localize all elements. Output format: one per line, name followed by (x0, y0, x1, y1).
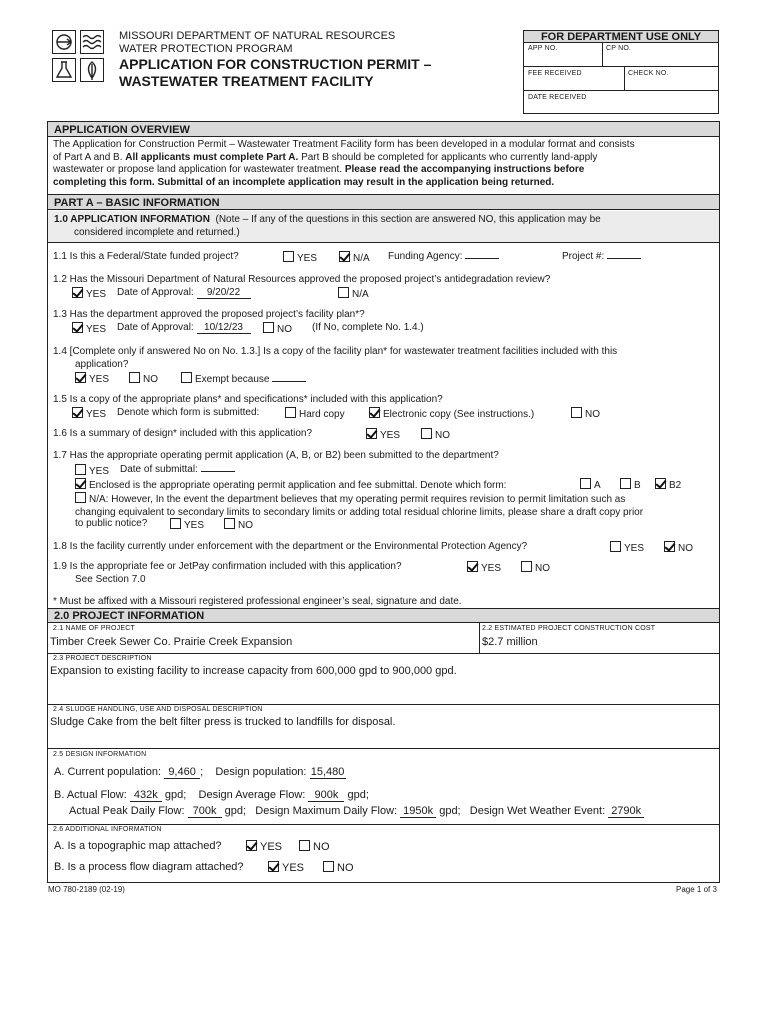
fee-received-label: FEE RECEIVED (528, 70, 582, 77)
check-no-label: CHECK NO. (628, 70, 669, 77)
q1-7-na-yes[interactable]: YES (170, 518, 204, 531)
q1-7-form-a[interactable]: A (580, 478, 601, 491)
agency-logo (52, 30, 104, 82)
q1-7-enclosed[interactable]: Enclosed is the appropriate operating permit application and fee submittal. Denote which form: (75, 478, 506, 491)
q1-4: 1.4 [Complete only if answered No on No. 1.3.] Is a copy of the facility plan* for wastewater treatment facilities included with this application? (53, 346, 618, 370)
q1-7-na-no[interactable]: NO (224, 518, 253, 531)
q1-5-electronic-copy[interactable]: Electronic copy (See instructions.) (369, 407, 534, 420)
agency-name: MISSOURI DEPARTMENT OF NATURAL RESOURCES (119, 30, 396, 42)
q1-9-see: See Section 7.0 (75, 574, 146, 585)
q1-1-na[interactable]: N/A (339, 251, 370, 264)
q1-9: 1.9 Is the appropriate fee or JetPay confirmation included with this application? (53, 561, 402, 572)
q1-2: 1.2 Has the Missouri Department of Natural Resources approved the proposed project’s antidegradation review? (53, 274, 551, 285)
q1-3-note: (If No, complete No. 1.4.) (312, 322, 424, 333)
q1-8: 1.8 Is the facility currently under enforcement with the department or the Environmental Protection Agency? (53, 541, 528, 552)
form-title-line2: WASTEWATER TREATMENT FACILITY (119, 73, 374, 89)
q1-3-approval-date: Date of Approval: 10/12/23 (117, 322, 251, 334)
project-cost-label: 2.2 ESTIMATED PROJECT CONSTRUCTION COST (482, 625, 656, 632)
q1-3-yes[interactable]: YES (72, 322, 106, 335)
project-number: Project #: (562, 251, 641, 262)
design-label: 2.5 DESIGN INFORMATION (53, 751, 147, 758)
sludge-label: 2.4 SLUDGE HANDLING, USE AND DISPOSAL DESCRIPTION (53, 706, 263, 713)
q1-9-yes[interactable]: YES (467, 561, 501, 574)
flow-diagram-question: B. Is a process flow diagram attached? (54, 861, 244, 873)
form-number: MO 780-2189 (02-19) (48, 885, 125, 894)
q1-7-form-b2[interactable]: B2 (655, 478, 681, 491)
peak-flow-field[interactable]: 700k (188, 805, 222, 818)
q1-7-form-b[interactable]: B (620, 478, 641, 491)
cp-no-label: CP NO. (606, 45, 632, 52)
current-population-field[interactable]: 9,460 (164, 766, 200, 779)
q1-7-yes[interactable]: YES (75, 464, 109, 477)
leaf-icon (80, 58, 104, 82)
topo-map-question: A. Is a topographic map attached? (54, 840, 222, 852)
q1-4-no[interactable]: NO (129, 372, 158, 385)
q1-2-na[interactable]: N/A (338, 287, 369, 300)
design-average-flow-field[interactable]: 900k (308, 789, 344, 802)
footnote: * Must be affixed with a Missouri registered professional engineer’s seal, signature and date. (53, 596, 462, 607)
department-use-box (523, 30, 719, 114)
q1-7-na: N/A: However, In the event the department believes that my operating permit requires revision to permit limitation such as changing equivalent to secondary limits to secondary limits or adding total residual chlorine limits, please share a draft copy prior (75, 494, 644, 518)
department-use-title: FOR DEPARTMENT USE ONLY (524, 31, 718, 43)
q1-6-yes[interactable]: YES (366, 428, 400, 441)
population-line: A. Current population: 9,460 ; Design population: 15,480 (54, 766, 345, 778)
q1-8-no[interactable]: NO (664, 541, 693, 554)
q1-7: 1.7 Has the appropriate operating permit application (A, B, or B2) been submitted to the department? (53, 450, 499, 461)
project-description-label: 2.3 PROJECT DESCRIPTION (53, 655, 152, 662)
flask-icon (52, 58, 76, 82)
q1-1-yes[interactable]: YES (283, 251, 317, 264)
topo-map-yes[interactable]: YES (246, 840, 282, 853)
section-1-heading: 1.0 APPLICATION INFORMATION (Note – If any of the questions in this section are answered NO, this application may be considered incomplete and returned.) (48, 211, 719, 243)
date-received-label: DATE RECEIVED (528, 94, 587, 101)
overview-heading: APPLICATION OVERVIEW (48, 122, 719, 137)
project-name-field[interactable]: Timber Creek Sewer Co. Prairie Creek Expansion (50, 636, 293, 648)
q1-1: 1.1 Is this a Federal/State funded project? (53, 251, 239, 262)
q1-3: 1.3 Has the department approved the proposed project’s facility plan*? (53, 309, 365, 320)
q1-5-hard-copy[interactable]: Hard copy (285, 407, 345, 420)
flow-line-1: B. Actual Flow: 432k gpd; Design Average Flow: 900k gpd; (54, 789, 369, 801)
flow-diagram-no[interactable]: NO (323, 861, 354, 874)
flow-diagram-yes[interactable]: YES (268, 861, 304, 874)
q1-7-date-submittal: Date of submittal: (120, 464, 235, 475)
q1-7-na-checkbox[interactable] (75, 492, 86, 503)
q1-2-approval-date: Date of Approval: 9/20/22 (117, 287, 251, 299)
q1-2-yes[interactable]: YES (72, 287, 106, 300)
arrow-icon (52, 30, 76, 54)
q1-4-yes[interactable]: YES (75, 372, 109, 385)
actual-flow-field[interactable]: 432k (130, 789, 162, 802)
design-population-field[interactable]: 15,480 (310, 766, 345, 778)
q1-6-no[interactable]: NO (421, 428, 450, 441)
part-a-heading: PART A – BASIC INFORMATION (48, 194, 719, 210)
project-name-label: 2.1 NAME OF PROJECT (53, 625, 135, 632)
q1-3-date-field[interactable]: 10/12/23 (197, 322, 251, 334)
sludge-field[interactable]: Sludge Cake from the belt filter press is trucked to landfills for disposal. (50, 716, 396, 728)
q1-5-denote: Denote which form is submitted: (117, 407, 260, 418)
q1-5-yes[interactable]: YES (72, 407, 106, 420)
q1-2-date-field[interactable]: 9/20/22 (197, 287, 251, 299)
water-icon (80, 30, 104, 54)
q1-7-na-line3: to public notice? (75, 518, 148, 529)
wet-weather-field[interactable]: 2790k (608, 805, 644, 818)
q1-5-no[interactable]: NO (571, 407, 600, 420)
flow-line-2: Actual Peak Daily Flow: 700k gpd; Design Maximum Daily Flow: 1950k gpd; Design Wet Weather Event: 2790k (69, 805, 644, 818)
section-2-heading: 2.0 PROJECT INFORMATION (48, 608, 719, 623)
topo-map-no[interactable]: NO (299, 840, 330, 853)
funding-agency: Funding Agency: (388, 251, 499, 262)
project-description-field[interactable]: Expansion to existing facility to increase capacity from 600,000 gpd to 900,000 gpd. (50, 665, 457, 677)
q1-4-exempt[interactable]: Exempt because (181, 372, 306, 385)
q1-6: 1.6 Is a summary of design* included with this application? (53, 428, 313, 439)
q1-9-no[interactable]: NO (521, 561, 550, 574)
page-number: Page 1 of 3 (676, 885, 717, 894)
form-title-line1: APPLICATION FOR CONSTRUCTION PERMIT – (119, 56, 432, 72)
additional-info-label: 2.6 ADDITIONAL INFORMATION (53, 826, 162, 833)
q1-3-no[interactable]: NO (263, 322, 292, 335)
program-name: WATER PROTECTION PROGRAM (119, 43, 293, 55)
design-max-flow-field[interactable]: 1950k (400, 805, 436, 818)
overview-text: The Application for Construction Permit – Wastewater Treatment Facility form has been developed in a modular format and consists of Part A and B. All applicants must complete Part A. Part B should be completed for applicants who currently land-apply wastewater or propose land application for wastewater treatment. Please read the accompanying instructions before completing this form. Submittal of an incomplete application may result in the application being returned. (53, 139, 635, 188)
q1-8-yes[interactable]: YES (610, 541, 644, 554)
app-no-label: APP NO. (528, 45, 558, 52)
project-cost-field[interactable]: $2.7 million (482, 636, 538, 648)
q1-5: 1.5 Is a copy of the appropriate plans* and specifications* included with this application? (53, 394, 443, 405)
